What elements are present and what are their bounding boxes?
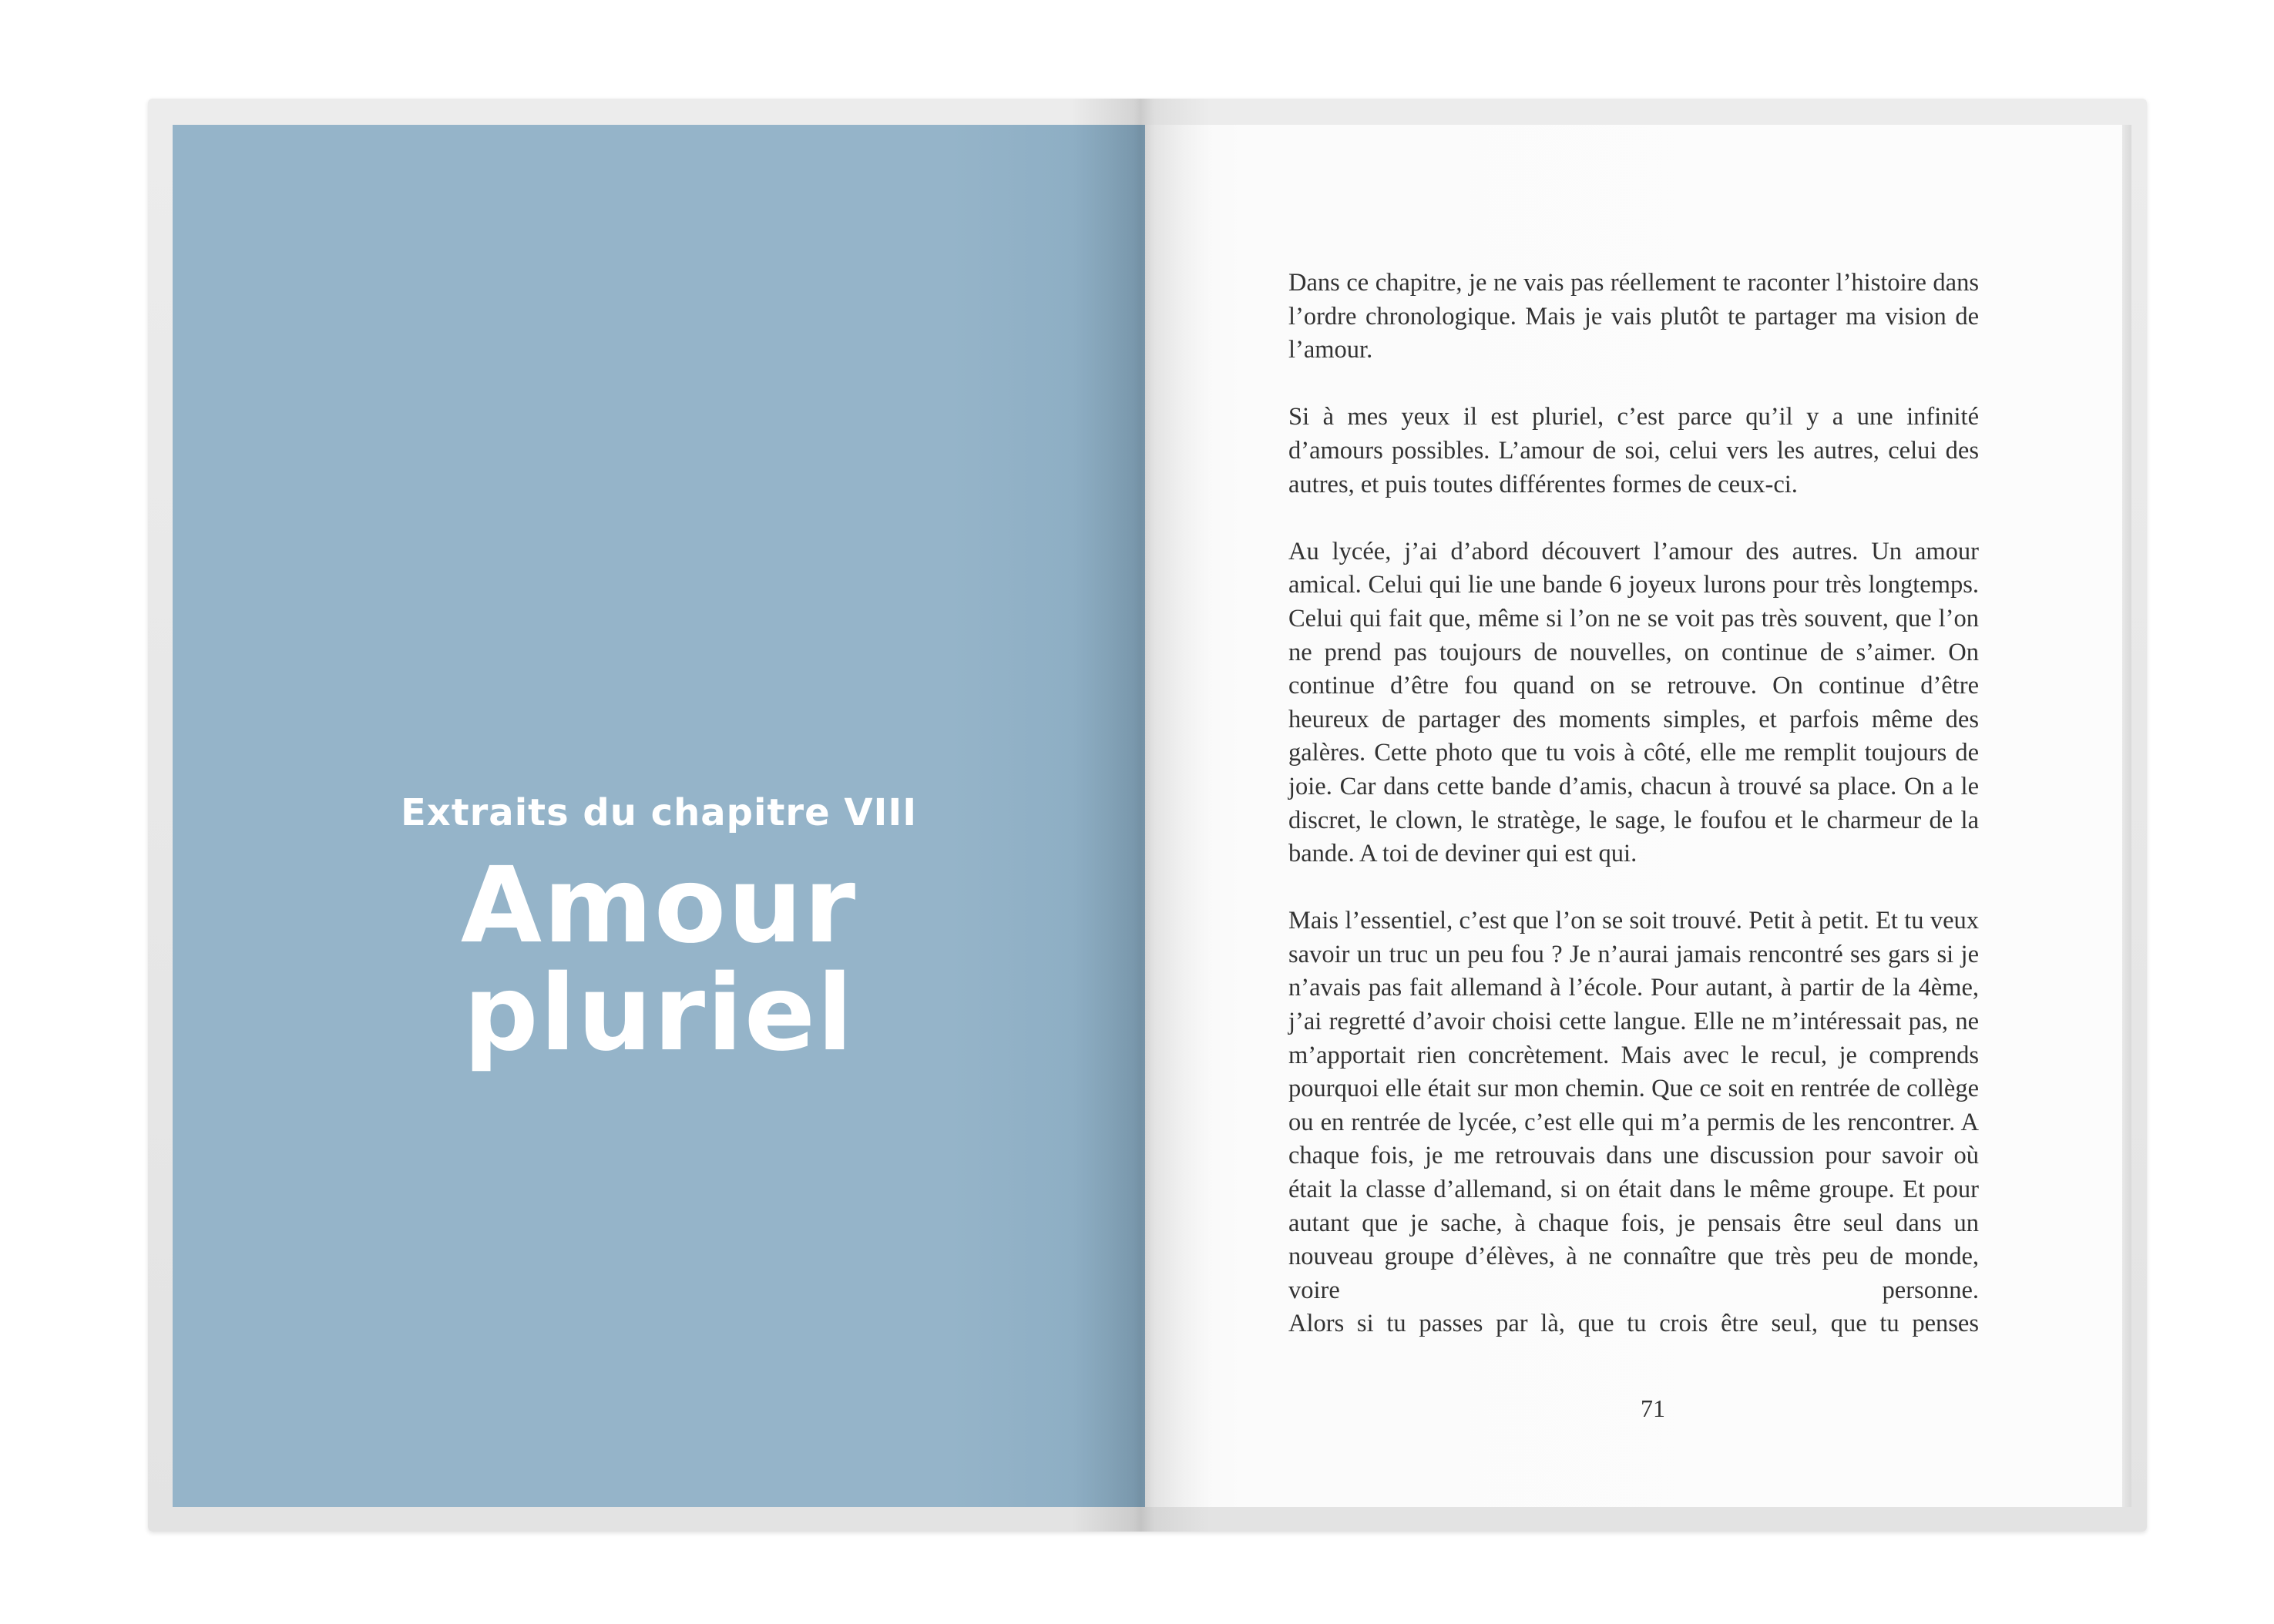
spine-shadow (1071, 99, 1210, 1532)
chapter-title-line-1: Amour (460, 845, 858, 967)
chapter-title (173, 845, 1145, 1075)
chapter-subtitle: Extraits du chapitre VIII (400, 791, 918, 834)
chapter-title-line-2: pluriel (463, 953, 855, 1075)
page-edge (2122, 125, 2131, 1507)
page-number-text: 71 (1641, 1394, 1665, 1422)
chapter-heading (173, 778, 1145, 1075)
right-page (1145, 125, 2122, 1507)
left-page (173, 125, 1145, 1507)
page-number (1145, 1394, 2122, 1423)
body-text (1288, 267, 1979, 1341)
paragraph-1: Dans ce chapitre, je ne vais pas réellement te raconter l’histoire dans l’ordre chronologique. Mais je vais plutôt te partager ma vision de l’amour. (1288, 269, 1979, 364)
paragraph-2: Si à mes yeux il est pluriel, c’est parce qu’il y a une infinité d’amours possibles. L’amour de soi, celui vers les autres, celui des autres, et puis toutes différentes formes de ceux-ci. (1288, 403, 1979, 498)
paragraph-3: Au lycée, j’ai d’abord découvert l’amour des autres. Un amour amical. Celui qui lie une bande 6 joyeux lurons pour très longtemps. Celui qui fait que, même si l’on ne se voit pas très souvent, que l’on ne prend pas toujours de nouvelles, on continue de s’aimer. On continue d’être fou quand on se retrouve. On continue d’être heureux de partager des moments simples, et parfois même des galères. Cette photo que tu vois à côté, elle me remplit toujours de joie. Car dans cette bande d’amis, chacun à trouvé sa place. On a le discret, le clown, le stratège, le sage, le foufou et le charmeur de la bande. A toi de deviner qui est qui. (1288, 537, 1979, 868)
paragraph-4: Mais l’essentiel, c’est que l’on se soit trouvé. Petit à petit. Et tu veux savoir un truc un peu fou ? Je n’aurai jamais rencontré ses gars si je n’avais pas fait allemand à l’école. Pour autant, à partir de la 4ème, j’ai regretté d’avoir choisi cette langue. Elle ne m’intéressait pas, ne m’apportait rien concrètement. Mais avec le recul, je comprends pourquoi elle était sur mon chemin. Que ce soit en rentrée de collège ou en rentrée de lycée, c’est elle qui m’a permis de les rencontrer. A chaque fois, je me retrouvais dans une discussion pour savoir où était la classe d’allemand, si on était dans le même groupe. Et pour autant que je sache, à chaque fois, je pensais être seul dans un nouveau groupe d’élèves, à ne connaître que très peu de monde, voire personne. (1288, 907, 1979, 1304)
paragraph-5: Alors si tu passes par là, que tu crois être seul, que tu penses (1288, 1310, 1979, 1338)
